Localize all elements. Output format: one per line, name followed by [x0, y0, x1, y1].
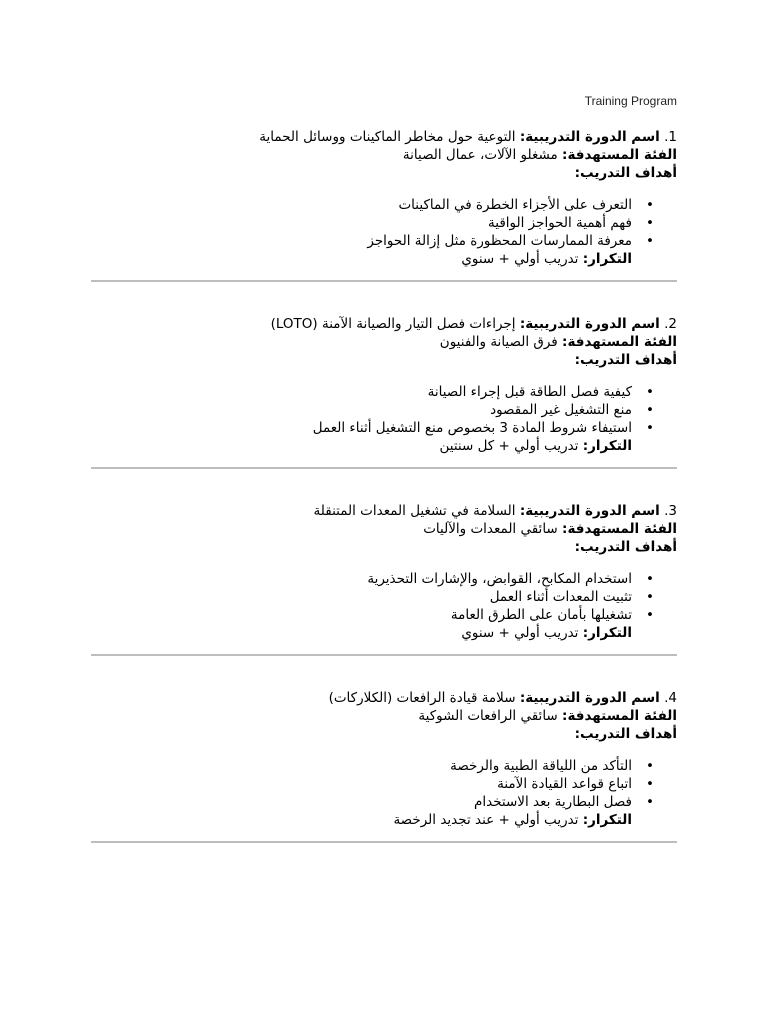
course-title-line — [91, 689, 677, 707]
training-section-3 — [91, 502, 677, 656]
goals-list — [91, 383, 677, 437]
course-number: 4. — [664, 690, 677, 706]
course-number: 1. — [664, 129, 677, 145]
course-title-line — [91, 128, 677, 146]
frequency-line — [91, 811, 677, 829]
frequency-line — [91, 624, 677, 642]
audience-value: سائقي المعدات والآليات — [423, 521, 558, 537]
goal-text: اتباع قواعد القيادة الآمنة — [497, 776, 632, 792]
goal-text: فهم أهمية الحواجز الواقية — [488, 215, 632, 231]
bullet-icon: • — [646, 402, 654, 418]
goal-text: منع التشغيل غير المقصود — [490, 402, 632, 418]
bullet-icon: • — [646, 758, 654, 774]
goal-text: كيفية فصل الطاقة قبل إجراء الصيانة — [427, 384, 632, 400]
course-title-line — [91, 315, 677, 333]
goal-text: تشغيلها بأمان على الطرق العامة — [450, 607, 632, 623]
goal-item — [91, 232, 677, 250]
bullet-icon: • — [646, 384, 654, 400]
goal-item — [91, 588, 677, 606]
page-header: Training Program — [584, 94, 677, 108]
goal-item — [91, 419, 677, 437]
goal-text: تثبيت المعدات أثناء العمل — [489, 589, 632, 605]
audience-line — [91, 333, 677, 351]
goal-item — [91, 214, 677, 232]
goal-text: استيفاء شروط المادة 3 بخصوص منع التشغيل أثناء العمل — [312, 420, 632, 436]
training-section-4 — [91, 689, 677, 843]
course-name: التوعية حول مخاطر الماكينات ووسائل الحماية — [259, 129, 516, 145]
section-divider — [91, 654, 677, 656]
audience-value: سائقي الرافعات الشوكية — [418, 708, 558, 724]
course-label: اسم الدورة التدريبية: — [519, 316, 660, 332]
bullet-icon: • — [646, 215, 654, 231]
goal-item — [91, 775, 677, 793]
audience-label: الفئة المستهدفة: — [562, 708, 677, 724]
goals-heading: أهداف التدريب: — [574, 352, 677, 368]
course-label: اسم الدورة التدريبية: — [519, 690, 660, 706]
audience-line — [91, 146, 677, 164]
goal-text: استخدام المكابح، القوابض، والإشارات التحذيرية — [367, 571, 632, 587]
frequency-value: تدريب أولي + كل سنتين — [439, 438, 579, 454]
frequency-line — [91, 437, 677, 455]
goal-text: التأكد من اللياقة الطبية والرخصة — [450, 758, 632, 774]
goal-item — [91, 383, 677, 401]
course-number: 3. — [664, 503, 677, 519]
frequency-line — [91, 250, 677, 268]
audience-label: الفئة المستهدفة: — [562, 521, 677, 537]
goal-item — [91, 793, 677, 811]
audience-value: مشغلو الآلات، عمال الصيانة — [402, 147, 558, 163]
goal-item — [91, 570, 677, 588]
training-section-2 — [91, 315, 677, 469]
goal-text: معرفة الممارسات المحظورة مثل إزالة الحواجز — [367, 233, 632, 249]
bullet-icon: • — [646, 776, 654, 792]
course-name: إجراءات فصل التيار والصيانة الآمنة (LOTO) — [270, 316, 516, 332]
frequency-value: تدريب أولي + سنوي — [461, 625, 579, 641]
goals-heading: أهداف التدريب: — [574, 165, 677, 181]
course-name: السلامة في تشغيل المعدات المتنقلة — [313, 503, 516, 519]
frequency-label: التكرار: — [582, 251, 632, 267]
goal-item — [91, 757, 677, 775]
goals-heading: أهداف التدريب: — [574, 726, 677, 742]
goal-text: التعرف على الأجزاء الخطرة في الماكينات — [398, 197, 632, 213]
audience-value: فرق الصيانة والفنيون — [439, 334, 558, 350]
goal-item — [91, 196, 677, 214]
frequency-label: التكرار: — [582, 812, 632, 828]
audience-line — [91, 707, 677, 725]
course-title-line — [91, 502, 677, 520]
course-number: 2. — [664, 316, 677, 332]
course-label: اسم الدورة التدريبية: — [519, 503, 660, 519]
goals-list — [91, 196, 677, 250]
bullet-icon: • — [646, 233, 654, 249]
audience-label: الفئة المستهدفة: — [562, 147, 677, 163]
frequency-label: التكرار: — [582, 438, 632, 454]
frequency-value: تدريب أولي + سنوي — [461, 251, 579, 267]
goals-heading: أهداف التدريب: — [574, 539, 677, 555]
goals-list — [91, 570, 677, 624]
bullet-icon: • — [646, 571, 654, 587]
bullet-icon: • — [646, 794, 654, 810]
section-divider — [91, 841, 677, 843]
bullet-icon: • — [646, 589, 654, 605]
course-label: اسم الدورة التدريبية: — [519, 129, 660, 145]
goal-item — [91, 606, 677, 624]
section-divider — [91, 467, 677, 469]
bullet-icon: • — [646, 197, 654, 213]
training-sections — [91, 128, 677, 843]
goal-text: فصل البطارية بعد الاستخدام — [474, 794, 632, 810]
goal-item — [91, 401, 677, 419]
training-section-1 — [91, 128, 677, 282]
bullet-icon: • — [646, 607, 654, 623]
bullet-icon: • — [646, 420, 654, 436]
frequency-label: التكرار: — [582, 625, 632, 641]
frequency-value: تدريب أولي + عند تجديد الرخصة — [393, 812, 579, 828]
audience-label: الفئة المستهدفة: — [562, 334, 677, 350]
course-name: سلامة قيادة الرافعات (الكلاركات) — [328, 690, 516, 706]
section-divider — [91, 280, 677, 282]
goals-list — [91, 757, 677, 811]
audience-line — [91, 520, 677, 538]
